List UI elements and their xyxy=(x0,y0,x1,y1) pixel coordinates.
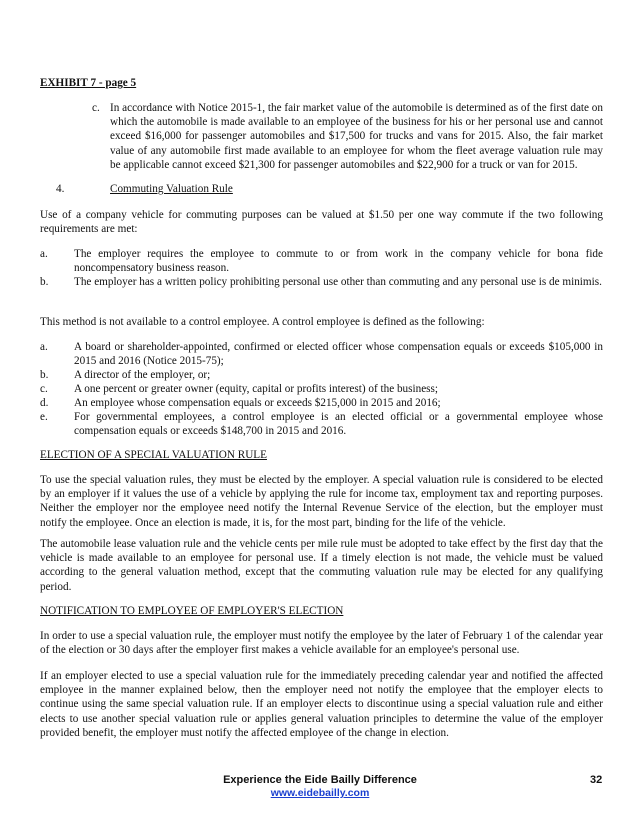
requirement-a-text: The employer requires the employee to commute to or from work in the company vehicle for bona fide noncompensatory business reason. xyxy=(74,248,603,275)
footer-tagline: Experience the Eide Bailly Difference xyxy=(223,774,417,786)
exhibit-heading: EXHIBIT 7 - page 5 xyxy=(40,77,137,89)
control-item-a-text: A board or shareholder-appointed, confirmed or elected officer whose compensation equals or exceeds $105,000 in 2015 and 2016 (Notice 2015-75); xyxy=(74,341,603,368)
item-c-label: c. xyxy=(92,102,100,114)
control-item-a-label: a. xyxy=(40,341,48,353)
control-item-c-text: A one percent or greater owner (equity, capital or profits interest) of the business; xyxy=(74,383,438,395)
notification-heading: NOTIFICATION TO EMPLOYEE OF EMPLOYER'S ELECTION xyxy=(40,605,344,617)
requirement-b-label: b. xyxy=(40,276,49,288)
footer-website-link[interactable]: www.eidebailly.com xyxy=(270,787,370,799)
requirement-b-text: The employer has a written policy prohibiting personal use other than commuting and any personal use is de minimis. xyxy=(74,276,602,288)
election-heading: ELECTION OF A SPECIAL VALUATION RULE xyxy=(40,449,267,461)
control-item-b-label: b. xyxy=(40,369,49,381)
requirement-a-label: a. xyxy=(40,248,48,260)
notification-paragraph-1: In order to use a special valuation rule, the employer must notify the employee by the later of February 1 of the calendar year of the election or 30 days after the employer first makes a vehicle available for an employee's personal use. xyxy=(40,630,603,657)
election-paragraph-1: To use the special valuation rules, they must be elected by the employer. A special valuation rule is considered to be elected by an employer if it values the use of a vehicle by applying the rule for income tax, employment tax and reporting purposes. Neither the employer nor the employee need notify the Internal Revenue Service of the election, but the employer must notify the employee. Once an election is made, it is, for the most part, binding for the life of the vehicle. xyxy=(40,474,603,529)
control-item-e-label: e. xyxy=(40,411,48,423)
item-c-text: In accordance with Notice 2015-1, the fair market value of the automobile is determined as of the first date on which the automobile is made available to an employee of the business for his or her personal use and cannot exceed $16,000 for passenger automobiles and $17,500 for trucks and vans for 2015. Also, the fair market value of any automobile first made available to an employee for whom the fleet average valuation rule may be applicable cannot exceed $21,300 for passenger automobiles and $22,900 for a truck or van for 2015. xyxy=(110,102,603,171)
notification-paragraph-2: If an employer elected to use a special valuation rule for the immediately preceding calendar year and notified the affected employee in the manner explained below, then the employer need not notify the employee that the employer elects to continue using the same special valuation rule. If an employer elects to discontinue using a special valuation rule and either elects to use another special valuation rule or applies general valuation principles to determine the value of the employer provided benefit, the employer must notify the affected employee of the change in election. xyxy=(40,670,603,739)
control-item-b-text: A director of the employer, or; xyxy=(74,369,211,381)
election-paragraph-2: The automobile lease valuation rule and the vehicle cents per mile rule must be adopted to take effect by the first day that the vehicle is made available to an employee for personal use. If a timely election is not made, the vehicle must be valued according to the general valuation method, except that the commuting valuation rule may be elected for any qualifying period. xyxy=(40,538,603,593)
commuting-intro: Use of a company vehicle for commuting purposes can be valued at $1.50 per one way commute if the two following requirements are met: xyxy=(40,209,603,236)
commuting-number: 4. xyxy=(56,183,65,195)
page-number: 32 xyxy=(590,774,603,786)
control-item-d-label: d. xyxy=(40,397,49,409)
control-item-d-text: An employee whose compensation equals or exceeds $215,000 in 2015 and 2016; xyxy=(74,397,441,409)
control-intro: This method is not available to a control employee. A control employee is defined as the following: xyxy=(40,316,485,328)
control-item-e-text: For governmental employees, a control employee is an elected official or a governmental employee whose compensation equals or exceeds $148,700 in 2015 and 2016. xyxy=(74,411,603,438)
control-item-c-label: c. xyxy=(40,383,48,395)
commuting-heading: Commuting Valuation Rule xyxy=(110,183,233,195)
